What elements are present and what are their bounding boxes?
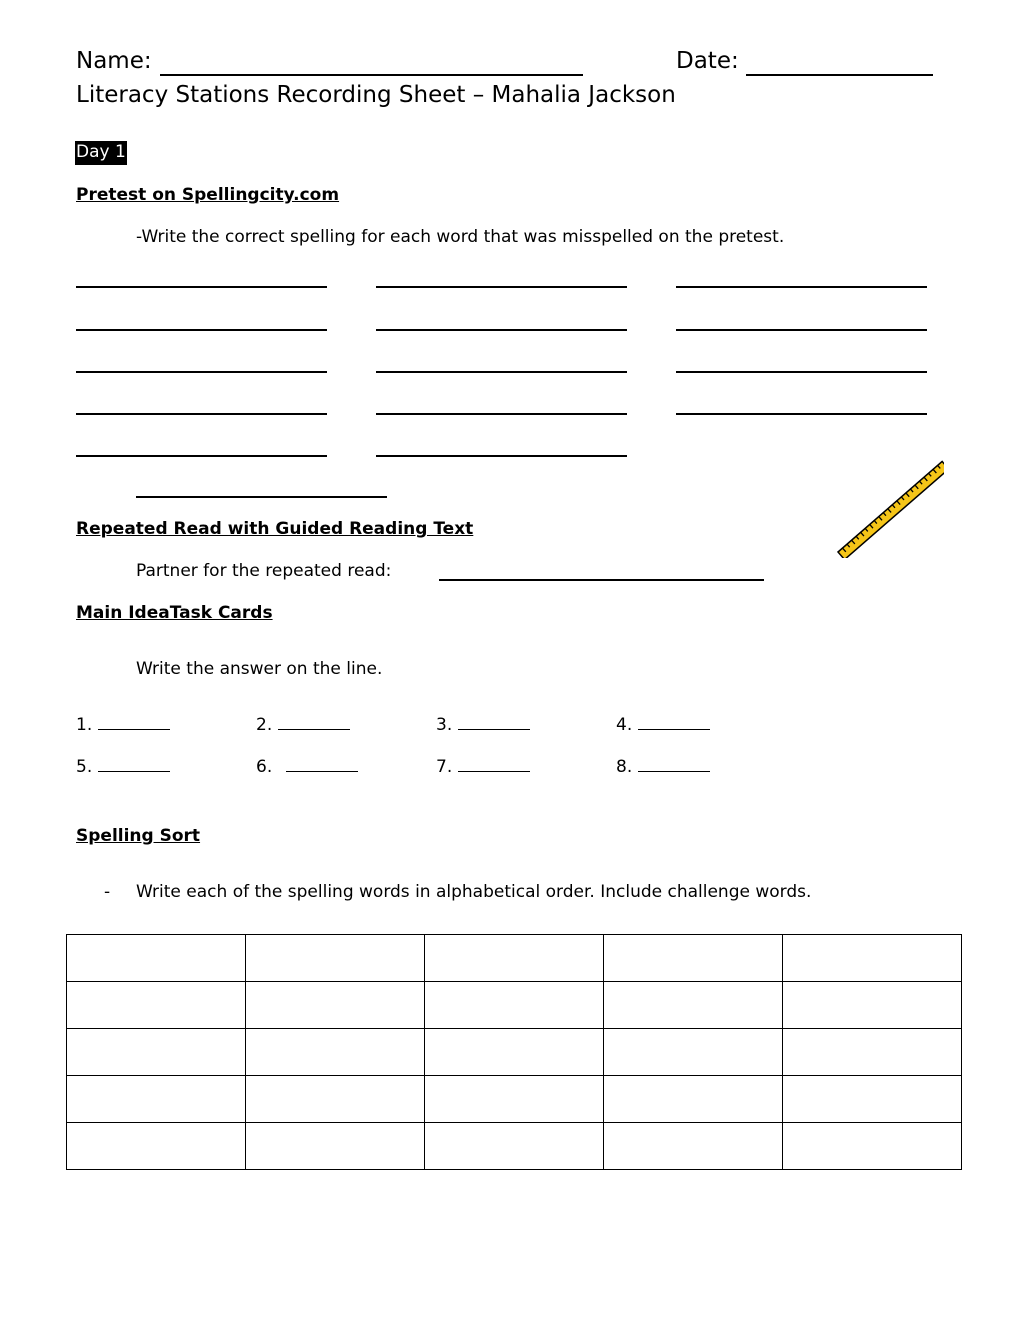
repeated-read-heading: Repeated Read with Guided Reading Text	[76, 519, 474, 539]
item-number: 6.	[256, 757, 273, 777]
table-cell[interactable]	[425, 1029, 604, 1076]
spelling-sort-bullet: -	[104, 882, 111, 902]
main-idea-item	[256, 715, 350, 735]
partner-label: Partner for the repeated read:	[136, 561, 392, 581]
table-row	[67, 1076, 962, 1123]
name-label: Name:	[76, 48, 152, 74]
pretest-answer-line[interactable]	[76, 329, 327, 331]
table-row	[67, 1123, 962, 1170]
table-cell[interactable]	[67, 1029, 246, 1076]
table-cell[interactable]	[604, 1029, 783, 1076]
pretest-answer-line[interactable]	[376, 455, 627, 457]
table-cell[interactable]	[783, 982, 962, 1029]
table-cell[interactable]	[783, 935, 962, 982]
table-cell[interactable]	[425, 935, 604, 982]
table-cell[interactable]	[67, 1123, 246, 1170]
answer-blank[interactable]	[98, 715, 170, 730]
main-idea-item	[436, 757, 530, 777]
pretest-heading: Pretest on Spellingcity.com	[76, 185, 340, 205]
main-idea-item	[436, 715, 530, 735]
pretest-answer-line[interactable]	[136, 496, 387, 498]
table-cell[interactable]	[604, 982, 783, 1029]
pretest-answer-line[interactable]	[676, 371, 927, 373]
page-title: Literacy Stations Recording Sheet – Mahalia Jackson	[76, 82, 676, 108]
pretest-answer-line[interactable]	[76, 371, 327, 373]
spelling-sort-heading: Spelling Sort	[76, 826, 201, 846]
answer-blank[interactable]	[458, 715, 530, 730]
table-cell[interactable]	[425, 1123, 604, 1170]
answer-blank[interactable]	[98, 757, 170, 772]
ruler-icon	[832, 456, 944, 558]
pretest-answer-line[interactable]	[676, 413, 927, 415]
pretest-answer-line[interactable]	[76, 413, 327, 415]
table-cell[interactable]	[604, 1123, 783, 1170]
item-number: 3.	[436, 715, 453, 735]
date-label: Date:	[676, 48, 739, 74]
pretest-answer-line[interactable]	[376, 286, 627, 288]
spelling-sort-table	[66, 934, 962, 1170]
main-idea-instruction: Write the answer on the line.	[136, 659, 383, 679]
table-cell[interactable]	[67, 935, 246, 982]
table-cell[interactable]	[783, 1123, 962, 1170]
pretest-answer-line[interactable]	[676, 329, 927, 331]
pretest-answer-line[interactable]	[676, 286, 927, 288]
pretest-answer-line[interactable]	[376, 413, 627, 415]
date-field[interactable]	[746, 74, 933, 76]
table-cell[interactable]	[246, 982, 425, 1029]
answer-blank[interactable]	[638, 757, 710, 772]
answer-blank[interactable]	[286, 757, 358, 772]
pretest-answer-line[interactable]	[376, 371, 627, 373]
item-number: 7.	[436, 757, 453, 777]
table-cell[interactable]	[246, 1123, 425, 1170]
table-cell[interactable]	[246, 1076, 425, 1123]
main-idea-item	[76, 757, 170, 777]
item-number: 8.	[616, 757, 633, 777]
pretest-answer-line[interactable]	[376, 329, 627, 331]
table-cell[interactable]	[246, 935, 425, 982]
item-number: 5.	[76, 757, 93, 777]
main-idea-item	[616, 715, 710, 735]
pretest-instruction: -Write the correct spelling for each word that was misspelled on the pretest.	[136, 227, 785, 247]
item-number: 1.	[76, 715, 93, 735]
main-idea-item	[256, 757, 358, 777]
answer-blank[interactable]	[278, 715, 350, 730]
table-cell[interactable]	[604, 935, 783, 982]
table-cell[interactable]	[67, 982, 246, 1029]
table-row	[67, 982, 962, 1029]
spelling-sort-instruction: Write each of the spelling words in alphabetical order. Include challenge words.	[136, 882, 812, 902]
day-badge	[75, 142, 127, 162]
day-badge-label: Day 1	[75, 141, 127, 165]
table-cell[interactable]	[783, 1076, 962, 1123]
partner-field[interactable]	[439, 579, 764, 581]
table-cell[interactable]	[67, 1076, 246, 1123]
main-idea-item	[76, 715, 170, 735]
pretest-answer-line[interactable]	[76, 455, 327, 457]
pretest-answer-line[interactable]	[76, 286, 327, 288]
table-cell[interactable]	[604, 1076, 783, 1123]
answer-blank[interactable]	[458, 757, 530, 772]
main-idea-item	[616, 757, 710, 777]
table-cell[interactable]	[425, 982, 604, 1029]
table-row	[67, 1029, 962, 1076]
table-row	[67, 935, 962, 982]
main-idea-heading: Main IdeaTask Cards	[76, 603, 273, 623]
table-cell[interactable]	[246, 1029, 425, 1076]
answer-blank[interactable]	[638, 715, 710, 730]
item-number: 2.	[256, 715, 273, 735]
table-cell[interactable]	[425, 1076, 604, 1123]
table-cell[interactable]	[783, 1029, 962, 1076]
name-field[interactable]	[160, 74, 583, 76]
item-number: 4.	[616, 715, 633, 735]
